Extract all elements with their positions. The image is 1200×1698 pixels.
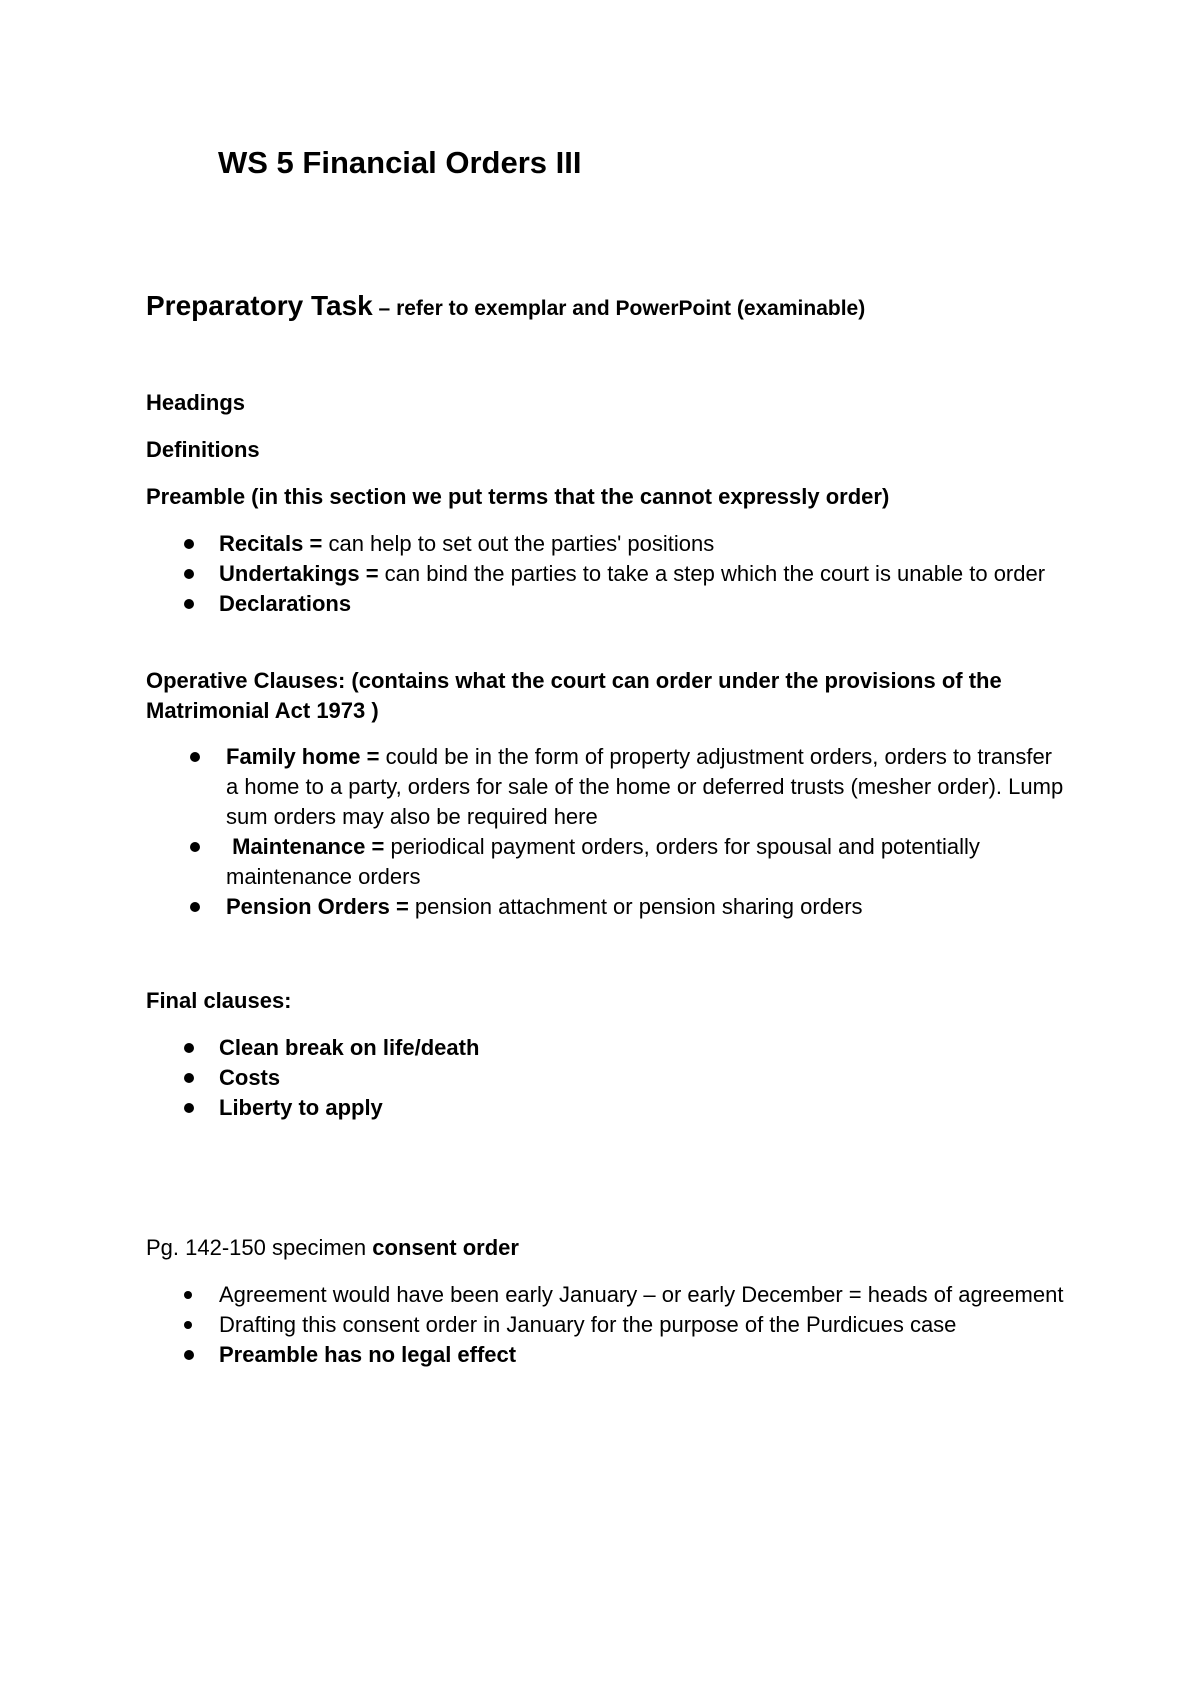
bullet-icon (184, 1103, 194, 1113)
heading-final-clauses: Final clauses: (146, 988, 292, 1013)
heading-definitions: Definitions (146, 437, 260, 462)
specimen-reference: Pg. 142-150 specimen (146, 1235, 373, 1260)
heading-headings: Headings (146, 390, 246, 415)
item-text: could be in the form of property adjustment orders, orders to transfer a home to a party, orders for sale of the home or deferred trusts (mesher order). Lump sum orders may also be required here (226, 744, 1064, 829)
list-item (184, 559, 1064, 589)
bullet-icon (184, 599, 194, 609)
item-text: Drafting this consent order in January for the purpose of the Purdicues case (219, 1312, 957, 1337)
item-label: Maintenance = (226, 834, 385, 859)
bullet-icon (184, 1073, 194, 1083)
list-item (184, 1280, 1064, 1310)
bullet-icon (190, 902, 200, 912)
bullet-icon (190, 842, 200, 852)
list-item (184, 589, 1064, 619)
item-text: can help to set out the parties' positions (322, 531, 715, 556)
item-label: Liberty to apply (219, 1095, 383, 1120)
list-item (190, 832, 1070, 892)
item-label: Costs (219, 1065, 281, 1090)
preparatory-task-note: – refer to exemplar and PowerPoint (examinable) (372, 297, 866, 320)
bullet-icon (184, 569, 194, 579)
item-label: Family home = (226, 744, 380, 769)
item-label: Undertakings = (219, 561, 379, 586)
list-item (190, 742, 1070, 832)
item-label: Clean break on life/death (219, 1035, 480, 1060)
bullet-icon (184, 539, 194, 549)
preparatory-task-line (146, 288, 865, 329)
item-label: Pension Orders = (226, 894, 409, 919)
specimen-title: consent order (372, 1235, 519, 1260)
specimen-line (146, 1233, 1086, 1263)
bullet-icon (184, 1043, 194, 1053)
list-item (190, 892, 1070, 922)
bullet-icon (184, 1321, 192, 1329)
bullet-icon (184, 1350, 194, 1360)
list-item (184, 1033, 1064, 1063)
operative-list (190, 742, 1070, 922)
heading-preamble: Preamble (in this section we put terms that the cannot expressly order) (146, 484, 890, 509)
item-text: Agreement would have been early January – or early December = heads of agreement (219, 1282, 1064, 1307)
item-text: can bind the parties to take a step which the court is unable to order (378, 561, 1046, 586)
preamble-list (184, 529, 1064, 619)
list-item (184, 1093, 1064, 1123)
list-item (184, 1310, 1064, 1340)
list-item (184, 1063, 1064, 1093)
list-item (184, 1340, 1064, 1370)
item-text: pension attachment or pension sharing orders (408, 894, 863, 919)
heading-operative-clauses: Operative Clauses: (contains what the court can order under the provisions of the Matrimonial Act 1973 ) (146, 668, 1002, 723)
item-label: Declarations (219, 591, 352, 616)
item-text: Preamble has no legal effect (219, 1342, 517, 1367)
bullet-icon (190, 752, 200, 762)
item-label: Recitals = (219, 531, 323, 556)
bullet-icon (184, 1291, 192, 1299)
list-item (184, 529, 1064, 559)
final-clauses-list (184, 1033, 1064, 1123)
document-title: WS 5 Financial Orders III (218, 145, 582, 180)
specimen-list (184, 1280, 1064, 1370)
preparatory-task-label: Preparatory Task (146, 290, 373, 321)
item-text: periodical payment orders, orders for spousal and potentially maintenance orders (226, 834, 980, 889)
